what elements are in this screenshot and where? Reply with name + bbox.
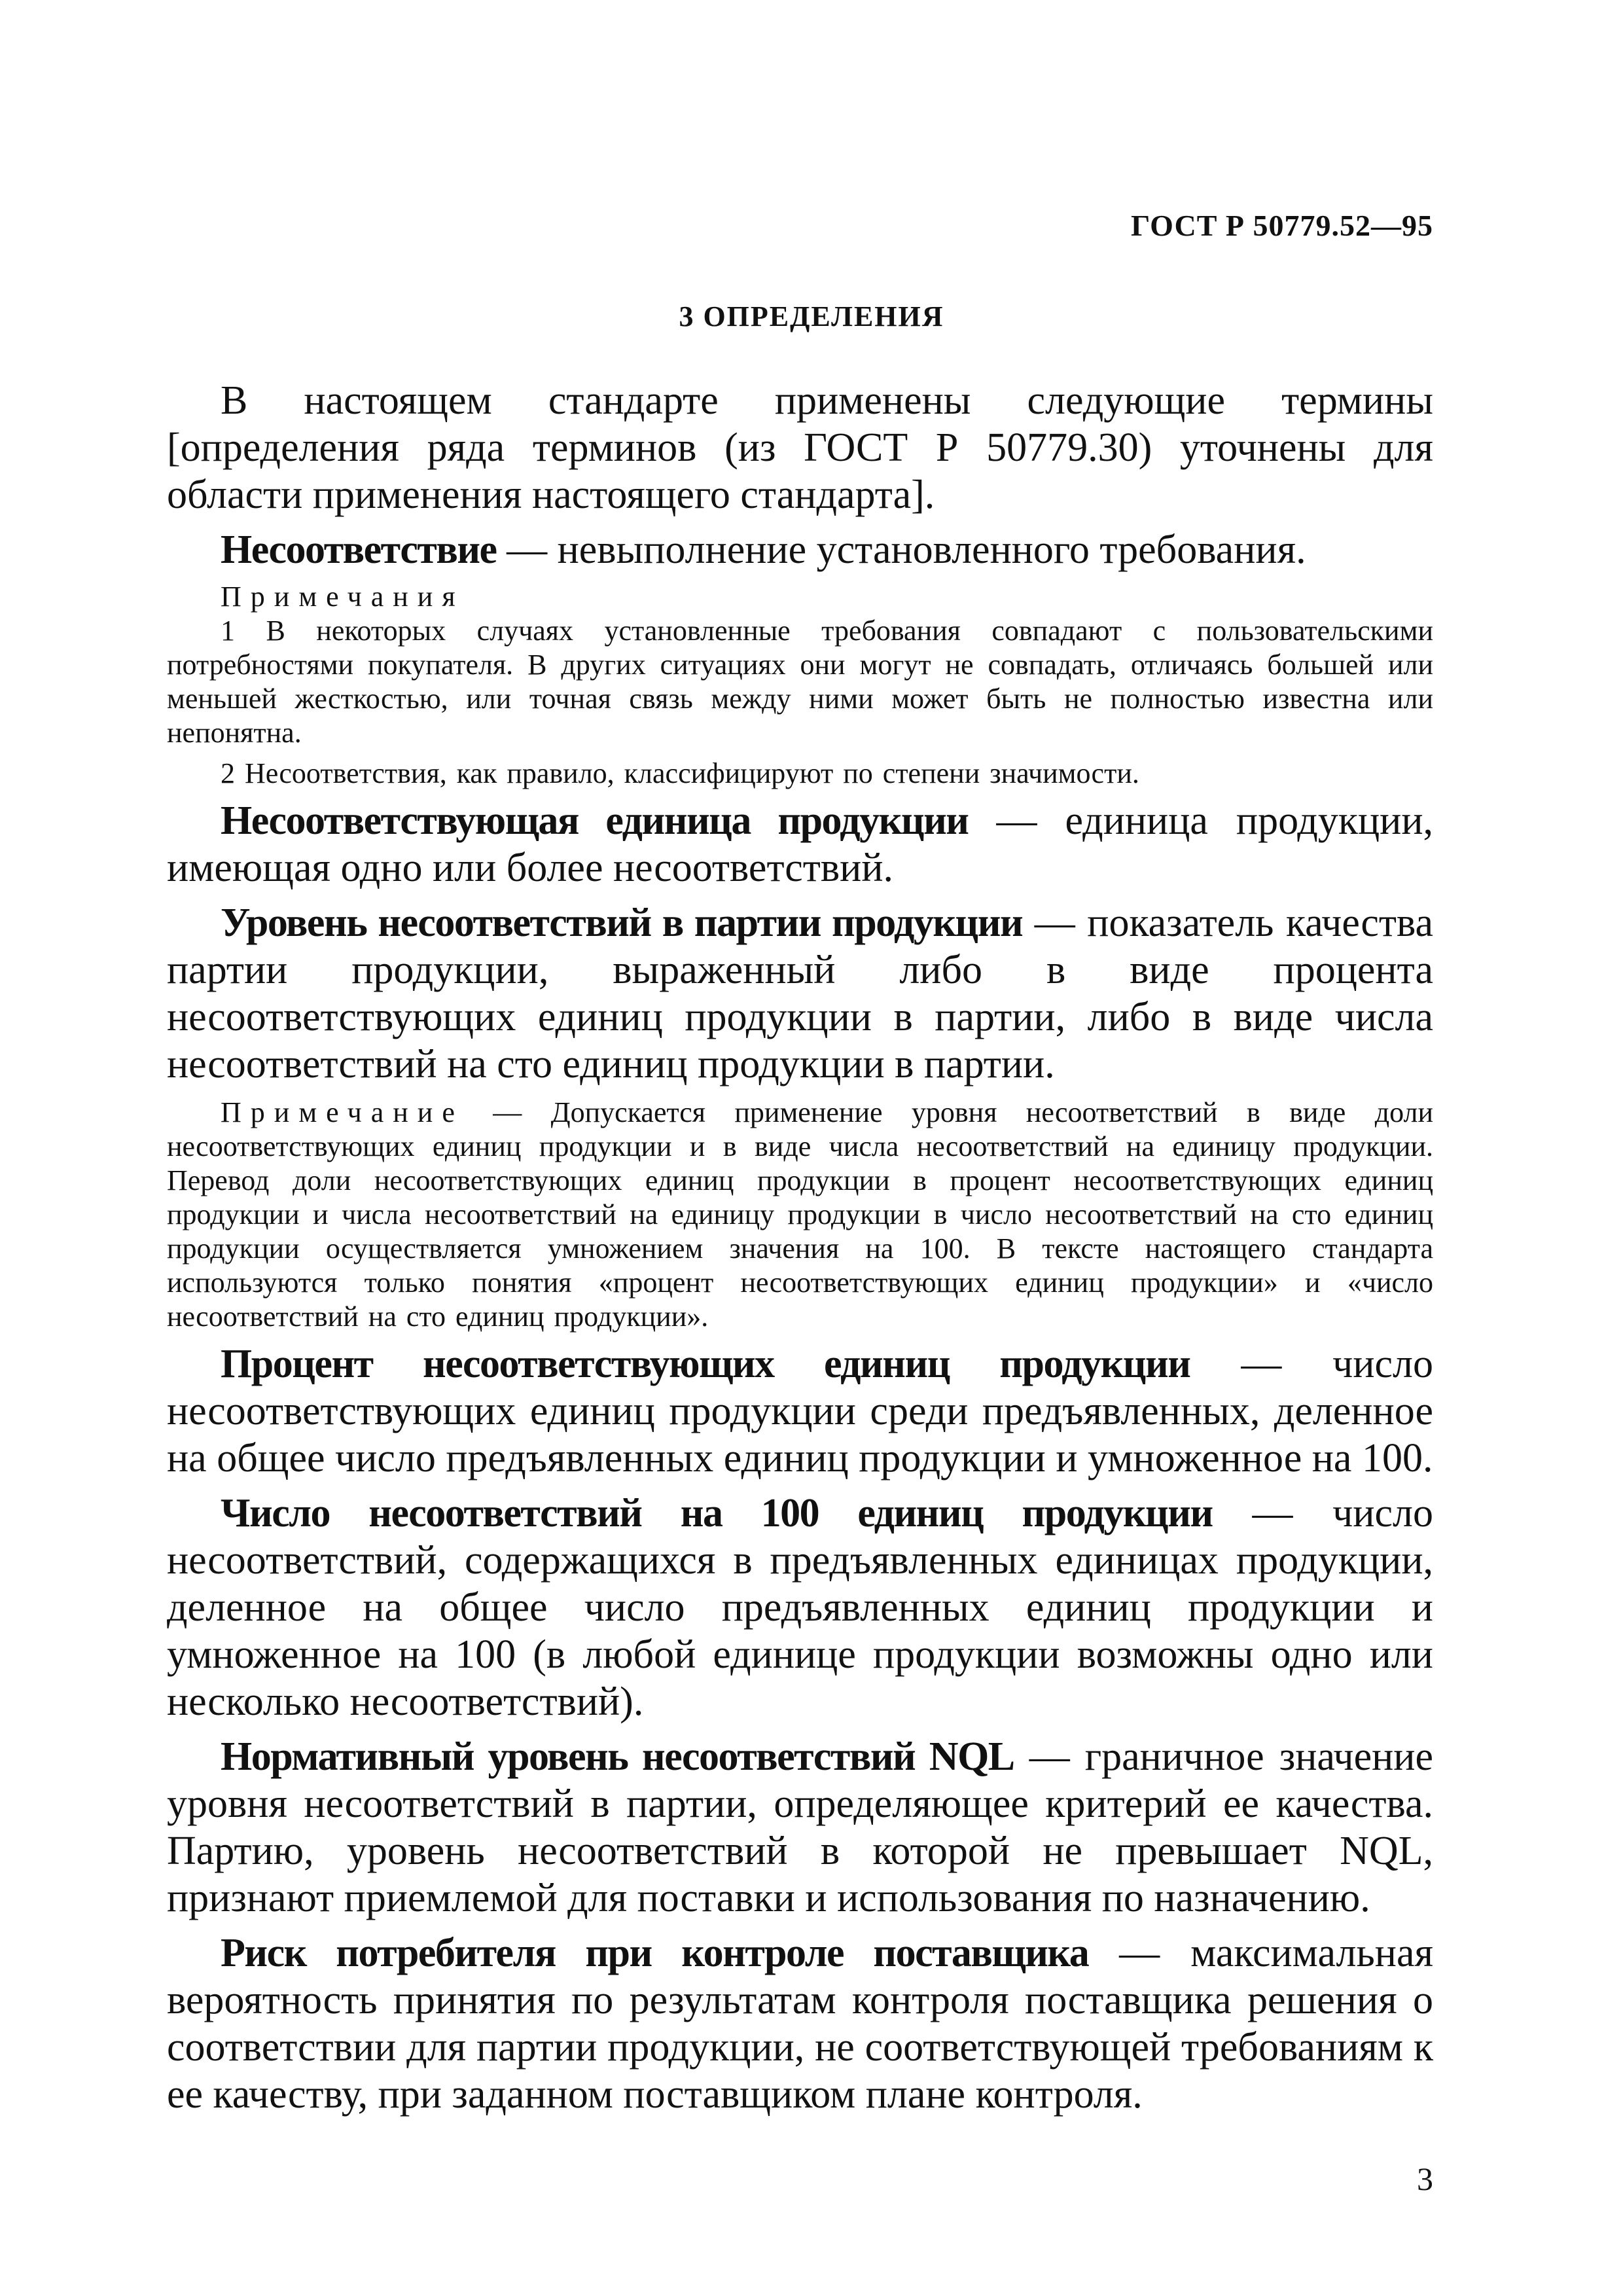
note-paragraph (167, 1096, 1433, 1334)
section-title: 3 ОПРЕДЕЛЕНИЯ (679, 300, 944, 332)
intro-paragraph: В настоящем стандарте применены следующие термины [определения ряда терминов (из ГОСТ Р 50779.30) уточнены для области применения настоящего стандарта]. (167, 378, 1433, 517)
standard-code: ГОСТ Р 50779.52—95 (1131, 209, 1433, 242)
definition-percent-nonconforming (167, 1340, 1433, 1482)
definition-nonconformity-level (167, 899, 1433, 1088)
definition-text: — единица продукции, имеющая одно или более несоответствий. (167, 798, 1433, 890)
term: Несоответствие (221, 528, 497, 572)
term: Риск потребителя при контроле поставщика (221, 1931, 1089, 1975)
term: Нормативный уровень несоответствий NQL (221, 1734, 1014, 1779)
note-item: 1 В некоторых случаях установленные требования совпадают с пользовательскими потребностями покупателя. В других ситуациях они могут не совпадать, отличаясь большей или меньшей жесткостью, или точная связь между ними может быть не полностью известна или непонятна. (167, 615, 1433, 749)
notes-heading: Примечания (221, 581, 465, 613)
definition-nonconforming-unit (167, 797, 1433, 891)
page-number: 3 (1417, 2161, 1433, 2197)
term: Несоответствующая единица продукции (221, 798, 969, 843)
note-text: — Допускается применение уровня несоответствий в виде доли несоответствующих единиц продукции и в виде числа несоответствий на единицу продукции. Перевод доли несоответствующих единиц продукции в процент несоответствующих единиц продукции и числа несоответствий на единицу продукции в число несоответствий на сто единиц продукции осуществляется умножением значения на 100. В тексте настоящего стандарта используются только понятия «процент несоответствующих единиц продукции» и «число несоответствий на сто единиц продукции». (167, 1096, 1433, 1333)
term: Процент несоответствующих единиц продукции (221, 1342, 1190, 1386)
definition-text: — невыполнение установленного требования. (496, 528, 1306, 572)
note-label: Примечание (221, 1096, 464, 1128)
definition-nonconformities-per-100 (167, 1490, 1433, 1725)
definition-text: — число несоответствий, содержащихся в предъявленных единицах продукции, деленное на общее число предъявленных единиц продукции и умноженное на 100 (в любой единице продукции возможны одно или несколько несоответствий). (167, 1491, 1433, 1724)
definition-nonconformity (167, 526, 1433, 573)
definition-text: — максимальная вероятность принятия по результатам контроля поставщика решения о соответствии для партии продукции, не соответствующей требованиям к ее качеству, при заданном поставщиком плане контроля. (167, 1931, 1433, 2117)
definition-text: — граничное значение уровня несоответствий в партии, определяющее критерий ее качества. Партию, уровень несоответствий в которой не превышает NQL, признают приемлемой для поставки и использования по назначению. (167, 1734, 1433, 1920)
term: Уровень несоответствий в партии продукции (221, 901, 1023, 945)
document-body (167, 377, 1433, 2126)
definition-text: — показатель качества партии продукции, выраженный либо в виде процента несоответствующих единиц продукции в партии, либо в виде числа несоответствий на сто единиц продукции в партии. (167, 901, 1433, 1086)
definition-text: — число несоответствующих единиц продукции среди предъявленных, деленное на общее число предъявленных единиц продукции и умноженное на 100. (167, 1342, 1433, 1480)
note-item: 2 Несоответствия, как правило, классифицируют по степени значимости. (221, 757, 1139, 789)
term: Число несоответствий на 100 единиц продукции (221, 1491, 1213, 1535)
definition-nql (167, 1733, 1433, 1922)
definition-consumer-risk (167, 1929, 1433, 2118)
